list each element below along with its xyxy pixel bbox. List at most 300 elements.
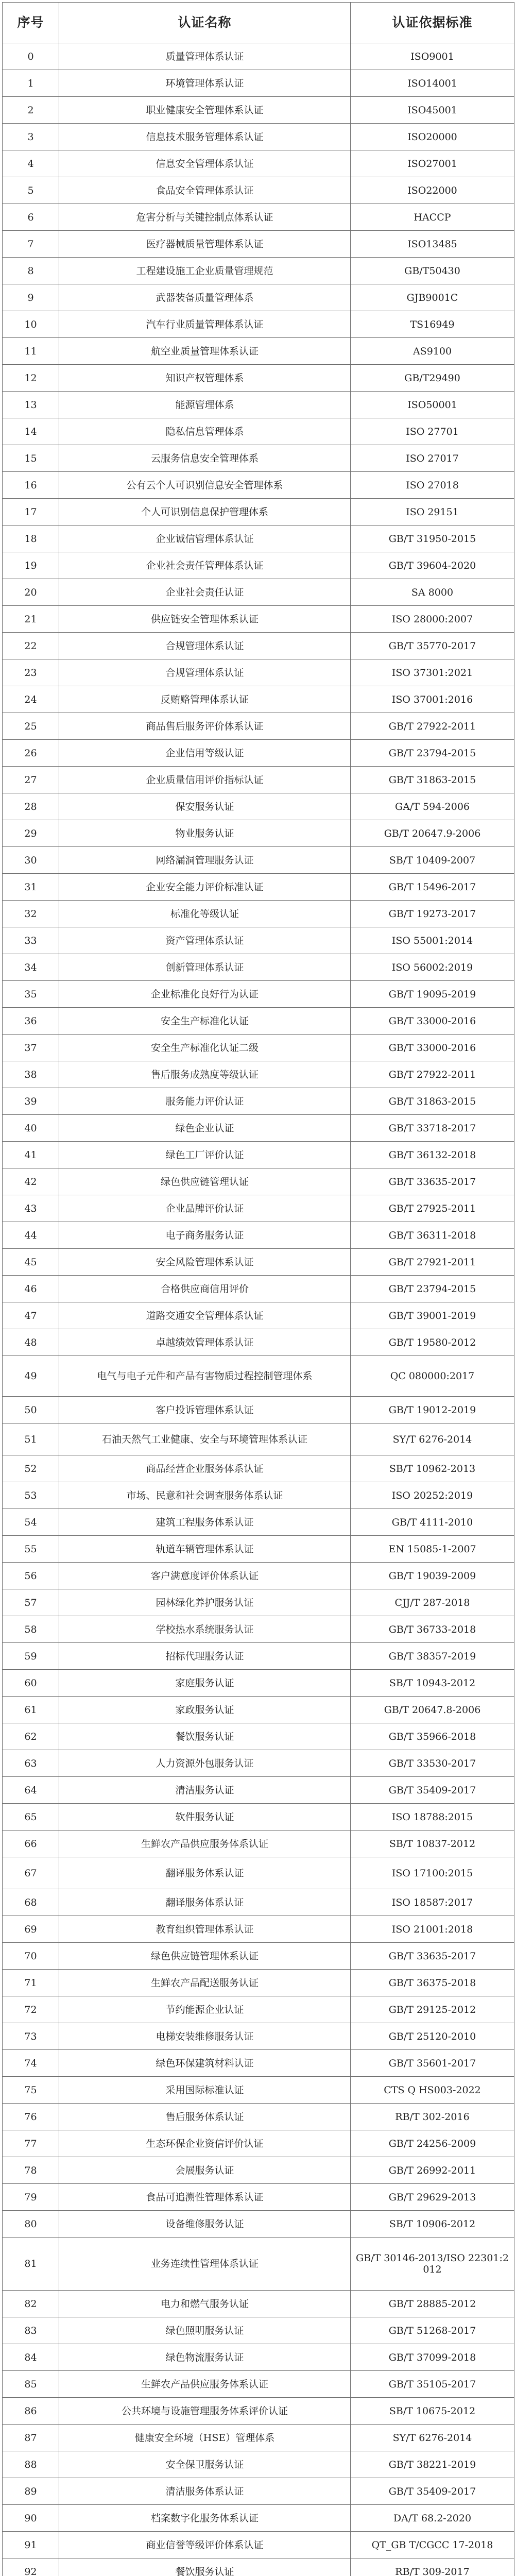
row-cert-name: 创新管理体系认证 bbox=[59, 954, 351, 981]
row-standard: GB/T29490 bbox=[351, 365, 514, 392]
row-cert-name: 电子商务服务认证 bbox=[59, 1222, 351, 1249]
row-cert-name: 食品安全管理体系认证 bbox=[59, 177, 351, 204]
row-index: 5 bbox=[3, 177, 59, 204]
row-standard: ISO 27018 bbox=[351, 472, 514, 499]
row-index: 0 bbox=[3, 43, 59, 70]
table-row bbox=[3, 1670, 514, 1697]
row-index: 78 bbox=[3, 2157, 59, 2184]
row-cert-name: 客户投诉管理体系认证 bbox=[59, 1397, 351, 1423]
table-row bbox=[3, 1589, 514, 1616]
row-index: 63 bbox=[3, 1750, 59, 1777]
row-index: 24 bbox=[3, 686, 59, 713]
row-index: 1 bbox=[3, 70, 59, 97]
row-standard: SB/T 10943-2012 bbox=[351, 1670, 514, 1697]
table-row bbox=[3, 1142, 514, 1168]
row-cert-name: 企业品牌评价认证 bbox=[59, 1195, 351, 1222]
row-standard: GB/T 4111-2010 bbox=[351, 1509, 514, 1536]
row-cert-name: 人力资源外包服务认证 bbox=[59, 1750, 351, 1777]
table-row bbox=[3, 740, 514, 767]
row-cert-name: 工程建设施工企业质量管理规范 bbox=[59, 258, 351, 284]
row-standard: RB/T 302-2016 bbox=[351, 2104, 514, 2130]
row-standard: GB/T 29629-2013 bbox=[351, 2184, 514, 2211]
row-index: 89 bbox=[3, 2478, 59, 2505]
table-row bbox=[3, 1723, 514, 1750]
table-row bbox=[3, 204, 514, 231]
row-standard: GB/T 35601-2017 bbox=[351, 2050, 514, 2077]
table-row bbox=[3, 820, 514, 847]
row-cert-name: 餐饮服务认证 bbox=[59, 1723, 351, 1750]
row-index: 16 bbox=[3, 472, 59, 499]
header-standard: 认证依据标准 bbox=[351, 3, 514, 43]
row-cert-name: 学校热水系统服务认证 bbox=[59, 1616, 351, 1643]
table-row bbox=[3, 1996, 514, 2023]
table-row bbox=[3, 901, 514, 927]
row-index: 18 bbox=[3, 526, 59, 552]
row-standard: ISO50001 bbox=[351, 392, 514, 418]
table-row bbox=[3, 1509, 514, 1536]
row-standard: GB/T 36375-2018 bbox=[351, 1970, 514, 1996]
row-standard: GB/T 39001-2019 bbox=[351, 1302, 514, 1329]
row-cert-name: 采用国际标准认证 bbox=[59, 2077, 351, 2104]
table-row bbox=[3, 2211, 514, 2238]
row-standard: ISO 20252:2019 bbox=[351, 1482, 514, 1509]
row-index: 4 bbox=[3, 150, 59, 177]
row-cert-name: 企业社会责任管理体系认证 bbox=[59, 552, 351, 579]
row-index: 58 bbox=[3, 1616, 59, 1643]
row-standard: GB/T 38221-2019 bbox=[351, 2451, 514, 2478]
row-index: 87 bbox=[3, 2425, 59, 2451]
row-index: 44 bbox=[3, 1222, 59, 1249]
row-cert-name: 家庭服务认证 bbox=[59, 1670, 351, 1697]
table-row bbox=[3, 1697, 514, 1723]
row-standard: GB/T 15496-2017 bbox=[351, 874, 514, 901]
row-standard: GB/T 33718-2017 bbox=[351, 1115, 514, 1142]
row-cert-name: 企业质量信用评价指标认证 bbox=[59, 767, 351, 793]
table-row bbox=[3, 2023, 514, 2050]
row-index: 43 bbox=[3, 1195, 59, 1222]
row-cert-name: 公有云个人可识别信息安全管理体系 bbox=[59, 472, 351, 499]
table-row bbox=[3, 767, 514, 793]
row-standard: RB/T 309-2017 bbox=[351, 2558, 514, 2576]
row-standard: QT_GB T/CGCC 17-2018 bbox=[351, 2532, 514, 2558]
row-index: 67 bbox=[3, 1857, 59, 1889]
row-cert-name: 企业社会责任认证 bbox=[59, 579, 351, 606]
row-standard: GB/T 27922-2011 bbox=[351, 713, 514, 740]
row-cert-name: 生鲜农产品供应服务体系认证 bbox=[59, 1831, 351, 1857]
row-standard: GB/T 27922-2011 bbox=[351, 1061, 514, 1088]
table-row bbox=[3, 1397, 514, 1423]
row-cert-name: 健康安全环境（HSE）管理体系 bbox=[59, 2425, 351, 2451]
row-cert-name: 绿色供应链管理体系认证 bbox=[59, 1943, 351, 1970]
table-row bbox=[3, 606, 514, 633]
row-index: 61 bbox=[3, 1697, 59, 1723]
row-cert-name: 生态环保企业资信评价认证 bbox=[59, 2130, 351, 2157]
row-standard: ISO13485 bbox=[351, 231, 514, 258]
table-row bbox=[3, 686, 514, 713]
table-row bbox=[3, 1563, 514, 1589]
row-standard: GB/T 31863-2015 bbox=[351, 1088, 514, 1115]
table-row bbox=[3, 2558, 514, 2576]
row-standard: GB/T 36733-2018 bbox=[351, 1616, 514, 1643]
table-row bbox=[3, 1857, 514, 1889]
table-row bbox=[3, 365, 514, 392]
table-row bbox=[3, 579, 514, 606]
row-index: 84 bbox=[3, 2344, 59, 2371]
table-row bbox=[3, 793, 514, 820]
table-row bbox=[3, 2371, 514, 2398]
table-row bbox=[3, 284, 514, 311]
row-standard: SB/T 10409-2007 bbox=[351, 847, 514, 874]
row-standard: ISO20000 bbox=[351, 124, 514, 150]
row-standard: DA/T 68.2-2020 bbox=[351, 2505, 514, 2532]
row-standard: GB/T 33000-2016 bbox=[351, 1008, 514, 1035]
row-index: 92 bbox=[3, 2558, 59, 2576]
row-index: 10 bbox=[3, 311, 59, 338]
row-standard: GB/T 19012-2019 bbox=[351, 1397, 514, 1423]
row-index: 76 bbox=[3, 2104, 59, 2130]
row-index: 57 bbox=[3, 1589, 59, 1616]
table-row bbox=[3, 1115, 514, 1142]
row-standard: GJB9001C bbox=[351, 284, 514, 311]
row-cert-name: 企业标准化良好行为认证 bbox=[59, 981, 351, 1008]
row-standard: HACCP bbox=[351, 204, 514, 231]
row-standard: GB/T 27925-2011 bbox=[351, 1195, 514, 1222]
row-cert-name: 绿色物流服务认证 bbox=[59, 2344, 351, 2371]
row-cert-name: 道路交通安全管理体系认证 bbox=[59, 1302, 351, 1329]
row-index: 46 bbox=[3, 1276, 59, 1302]
table-row bbox=[3, 1249, 514, 1276]
row-index: 31 bbox=[3, 874, 59, 901]
row-index: 83 bbox=[3, 2317, 59, 2344]
table-row bbox=[3, 2532, 514, 2558]
row-index: 74 bbox=[3, 2050, 59, 2077]
row-index: 62 bbox=[3, 1723, 59, 1750]
row-index: 37 bbox=[3, 1035, 59, 1061]
row-index: 49 bbox=[3, 1356, 59, 1397]
row-index: 56 bbox=[3, 1563, 59, 1589]
row-standard: GB/T 19273-2017 bbox=[351, 901, 514, 927]
row-cert-name: 售后服务成熟度等级认证 bbox=[59, 1061, 351, 1088]
table-row bbox=[3, 1195, 514, 1222]
row-index: 48 bbox=[3, 1329, 59, 1356]
row-cert-name: 售后服务体系认证 bbox=[59, 2104, 351, 2130]
row-cert-name: 生鲜农产品供应服务体系认证 bbox=[59, 2371, 351, 2398]
row-index: 13 bbox=[3, 392, 59, 418]
row-cert-name: 安全生产标准化认证二级 bbox=[59, 1035, 351, 1061]
row-standard: GB/T 33000-2016 bbox=[351, 1035, 514, 1061]
table-row bbox=[3, 1356, 514, 1397]
row-cert-name: 物业服务认证 bbox=[59, 820, 351, 847]
row-cert-name: 供应链安全管理体系认证 bbox=[59, 606, 351, 633]
row-index: 64 bbox=[3, 1777, 59, 1804]
table-row bbox=[3, 311, 514, 338]
table-row bbox=[3, 1035, 514, 1061]
row-standard: GB/T 38357-2019 bbox=[351, 1643, 514, 1670]
row-cert-name: 航空业质量管理体系认证 bbox=[59, 338, 351, 365]
table-row bbox=[3, 1750, 514, 1777]
row-standard: ISO 37001:2016 bbox=[351, 686, 514, 713]
row-standard: GB/T 33530-2017 bbox=[351, 1750, 514, 1777]
row-index: 33 bbox=[3, 927, 59, 954]
table-row bbox=[3, 526, 514, 552]
row-standard: GB/T 26992-2011 bbox=[351, 2157, 514, 2184]
row-index: 59 bbox=[3, 1643, 59, 1670]
table-row bbox=[3, 1970, 514, 1996]
table-row bbox=[3, 43, 514, 70]
row-index: 86 bbox=[3, 2398, 59, 2425]
row-index: 69 bbox=[3, 1916, 59, 1943]
row-standard: GB/T 19580-2012 bbox=[351, 1329, 514, 1356]
row-standard: GB/T 35409-2017 bbox=[351, 2478, 514, 2505]
row-cert-name: 标准化等级认证 bbox=[59, 901, 351, 927]
row-cert-name: 商业信誉等级评价体系认证 bbox=[59, 2532, 351, 2558]
header-cert-name: 认证名称 bbox=[59, 3, 351, 43]
row-standard: ISO 29151 bbox=[351, 499, 514, 526]
row-index: 8 bbox=[3, 258, 59, 284]
table-row bbox=[3, 2478, 514, 2505]
row-standard: ISO 18788:2015 bbox=[351, 1804, 514, 1831]
table-row bbox=[3, 1423, 514, 1455]
row-standard: SA 8000 bbox=[351, 579, 514, 606]
row-cert-name: 绿色照明服务认证 bbox=[59, 2317, 351, 2344]
table-row bbox=[3, 1222, 514, 1249]
row-standard: QC 080000:2017 bbox=[351, 1356, 514, 1397]
row-index: 72 bbox=[3, 1996, 59, 2023]
row-cert-name: 反贿赂管理体系认证 bbox=[59, 686, 351, 713]
row-cert-name: 市场、民意和社会调查服务体系认证 bbox=[59, 1482, 351, 1509]
row-cert-name: 环境管理体系认证 bbox=[59, 70, 351, 97]
table-row bbox=[3, 981, 514, 1008]
row-index: 55 bbox=[3, 1536, 59, 1563]
table-row bbox=[3, 2451, 514, 2478]
row-standard: GB/T 37099-2018 bbox=[351, 2344, 514, 2371]
row-index: 21 bbox=[3, 606, 59, 633]
row-standard: SY/T 6276-2014 bbox=[351, 1423, 514, 1455]
row-index: 81 bbox=[3, 2238, 59, 2291]
row-standard: SB/T 10962-2013 bbox=[351, 1455, 514, 1482]
table-row bbox=[3, 258, 514, 284]
row-cert-name: 生鲜农产品配送服务认证 bbox=[59, 1970, 351, 1996]
row-cert-name: 企业安全能力评价标准认证 bbox=[59, 874, 351, 901]
row-cert-name: 会展服务认证 bbox=[59, 2157, 351, 2184]
row-standard: GB/T 33635-2017 bbox=[351, 1168, 514, 1195]
row-index: 65 bbox=[3, 1804, 59, 1831]
table-row bbox=[3, 1889, 514, 1916]
row-cert-name: 汽车行业质量管理体系认证 bbox=[59, 311, 351, 338]
row-standard: GB/T 33635-2017 bbox=[351, 1943, 514, 1970]
table-row bbox=[3, 499, 514, 526]
table-row bbox=[3, 2291, 514, 2317]
row-standard: ISO 56002:2019 bbox=[351, 954, 514, 981]
row-index: 53 bbox=[3, 1482, 59, 1509]
row-standard: ISO45001 bbox=[351, 97, 514, 124]
row-standard: GB/T 36311-2018 bbox=[351, 1222, 514, 1249]
table-row bbox=[3, 124, 514, 150]
table-row bbox=[3, 954, 514, 981]
table-row bbox=[3, 1831, 514, 1857]
row-standard: SB/T 10906-2012 bbox=[351, 2211, 514, 2238]
row-index: 38 bbox=[3, 1061, 59, 1088]
row-standard: SB/T 10675-2012 bbox=[351, 2398, 514, 2425]
row-cert-name: 家政服务认证 bbox=[59, 1697, 351, 1723]
certification-table bbox=[2, 2, 514, 2576]
row-index: 27 bbox=[3, 767, 59, 793]
table-row bbox=[3, 874, 514, 901]
table-row bbox=[3, 1088, 514, 1115]
row-index: 71 bbox=[3, 1970, 59, 1996]
row-standard: GB/T 23794-2015 bbox=[351, 1276, 514, 1302]
row-cert-name: 建筑工程服务体系认证 bbox=[59, 1509, 351, 1536]
row-standard: ISO 28000:2007 bbox=[351, 606, 514, 633]
header-index: 序号 bbox=[3, 3, 59, 43]
row-index: 15 bbox=[3, 445, 59, 472]
row-index: 17 bbox=[3, 499, 59, 526]
row-standard: GB/T 19039-2009 bbox=[351, 1563, 514, 1589]
row-index: 50 bbox=[3, 1397, 59, 1423]
row-cert-name: 绿色工厂评价认证 bbox=[59, 1142, 351, 1168]
row-index: 80 bbox=[3, 2211, 59, 2238]
row-cert-name: 保安服务认证 bbox=[59, 793, 351, 820]
row-index: 42 bbox=[3, 1168, 59, 1195]
row-standard: GB/T 35770-2017 bbox=[351, 633, 514, 659]
row-index: 36 bbox=[3, 1008, 59, 1035]
row-standard: GB/T 20647.8-2006 bbox=[351, 1697, 514, 1723]
table-row bbox=[3, 1008, 514, 1035]
row-cert-name: 信息技术服务管理体系认证 bbox=[59, 124, 351, 150]
row-cert-name: 节约能源企业认证 bbox=[59, 1996, 351, 2023]
row-index: 73 bbox=[3, 2023, 59, 2050]
row-cert-name: 园林绿化养护服务认证 bbox=[59, 1589, 351, 1616]
row-cert-name: 轨道车辆管理体系认证 bbox=[59, 1536, 351, 1563]
row-index: 28 bbox=[3, 793, 59, 820]
row-standard: SB/T 10837-2012 bbox=[351, 1831, 514, 1857]
table-row bbox=[3, 1943, 514, 1970]
table-row bbox=[3, 1777, 514, 1804]
row-cert-name: 清洁服务体系认证 bbox=[59, 2478, 351, 2505]
row-standard: GB/T 30146-2013/ISO 22301:2012 bbox=[351, 2238, 514, 2291]
row-cert-name: 教育组织管理体系认证 bbox=[59, 1916, 351, 1943]
row-standard: ISO 37301:2021 bbox=[351, 659, 514, 686]
table-row bbox=[3, 2104, 514, 2130]
row-cert-name: 公共环境与设施管理服务体系评价认证 bbox=[59, 2398, 351, 2425]
row-standard: ISO 27017 bbox=[351, 445, 514, 472]
row-index: 26 bbox=[3, 740, 59, 767]
row-index: 77 bbox=[3, 2130, 59, 2157]
row-cert-name: 合规管理体系认证 bbox=[59, 633, 351, 659]
row-cert-name: 安全风险管理体系认证 bbox=[59, 1249, 351, 1276]
row-index: 40 bbox=[3, 1115, 59, 1142]
row-standard: GB/T 31863-2015 bbox=[351, 767, 514, 793]
table-header-row bbox=[3, 3, 514, 43]
row-cert-name: 安全保卫服务认证 bbox=[59, 2451, 351, 2478]
table-row bbox=[3, 392, 514, 418]
table-row bbox=[3, 445, 514, 472]
row-cert-name: 餐饮服务认证 bbox=[59, 2558, 351, 2576]
row-index: 25 bbox=[3, 713, 59, 740]
row-cert-name: 隐私信息管理体系 bbox=[59, 418, 351, 445]
table-row bbox=[3, 659, 514, 686]
row-standard: ISO 55001:2014 bbox=[351, 927, 514, 954]
row-standard: GB/T 20647.9-2006 bbox=[351, 820, 514, 847]
table-row bbox=[3, 1329, 514, 1356]
row-cert-name: 绿色环保建筑材料认证 bbox=[59, 2050, 351, 2077]
row-cert-name: 电力和燃气服务认证 bbox=[59, 2291, 351, 2317]
row-index: 29 bbox=[3, 820, 59, 847]
row-standard: ISO 17100:2015 bbox=[351, 1857, 514, 1889]
row-cert-name: 招标代理服务认证 bbox=[59, 1643, 351, 1670]
table-row bbox=[3, 150, 514, 177]
row-index: 66 bbox=[3, 1831, 59, 1857]
table-row bbox=[3, 1536, 514, 1563]
row-cert-name: 清洁服务认证 bbox=[59, 1777, 351, 1804]
row-standard: GB/T 31950-2015 bbox=[351, 526, 514, 552]
table-row bbox=[3, 2238, 514, 2291]
row-index: 2 bbox=[3, 97, 59, 124]
table-row bbox=[3, 2425, 514, 2451]
row-index: 41 bbox=[3, 1142, 59, 1168]
table-row bbox=[3, 1643, 514, 1670]
row-index: 90 bbox=[3, 2505, 59, 2532]
table-row bbox=[3, 1276, 514, 1302]
row-cert-name: 电气与电子元件和产品有害物质过程控制管理体系 bbox=[59, 1356, 351, 1397]
row-cert-name: 网络漏洞管理服务认证 bbox=[59, 847, 351, 874]
table-row bbox=[3, 338, 514, 365]
row-cert-name: 能源管理体系 bbox=[59, 392, 351, 418]
row-cert-name: 职业健康安全管理体系认证 bbox=[59, 97, 351, 124]
table-row bbox=[3, 2344, 514, 2371]
row-standard: CTS Q HS003-2022 bbox=[351, 2077, 514, 2104]
row-standard: GB/T 27921-2011 bbox=[351, 1249, 514, 1276]
row-index: 82 bbox=[3, 2291, 59, 2317]
table-row bbox=[3, 1482, 514, 1509]
row-index: 70 bbox=[3, 1943, 59, 1970]
row-standard: ISO 27701 bbox=[351, 418, 514, 445]
row-index: 51 bbox=[3, 1423, 59, 1455]
row-index: 39 bbox=[3, 1088, 59, 1115]
row-index: 19 bbox=[3, 552, 59, 579]
row-index: 9 bbox=[3, 284, 59, 311]
row-standard: GB/T 51268-2017 bbox=[351, 2317, 514, 2344]
row-standard: GB/T 28885-2012 bbox=[351, 2291, 514, 2317]
row-index: 47 bbox=[3, 1302, 59, 1329]
row-cert-name: 翻译服务体系认证 bbox=[59, 1889, 351, 1916]
row-standard: GB/T 24256-2009 bbox=[351, 2130, 514, 2157]
row-standard: ISO9001 bbox=[351, 43, 514, 70]
row-cert-name: 云服务信息安全管理体系 bbox=[59, 445, 351, 472]
table-body bbox=[3, 43, 514, 2576]
row-cert-name: 医疗器械质量管理体系认证 bbox=[59, 231, 351, 258]
table-row bbox=[3, 2130, 514, 2157]
row-index: 22 bbox=[3, 633, 59, 659]
row-index: 34 bbox=[3, 954, 59, 981]
table-row bbox=[3, 70, 514, 97]
table-row bbox=[3, 1302, 514, 1329]
row-cert-name: 资产管理体系认证 bbox=[59, 927, 351, 954]
row-standard: GB/T 25120-2010 bbox=[351, 2023, 514, 2050]
row-standard: GB/T50430 bbox=[351, 258, 514, 284]
row-index: 32 bbox=[3, 901, 59, 927]
row-index: 45 bbox=[3, 1249, 59, 1276]
row-standard: GA/T 594-2006 bbox=[351, 793, 514, 820]
row-index: 14 bbox=[3, 418, 59, 445]
row-cert-name: 企业诚信管理体系认证 bbox=[59, 526, 351, 552]
row-standard: GB/T 39604-2020 bbox=[351, 552, 514, 579]
row-standard: ISO22000 bbox=[351, 177, 514, 204]
row-cert-name: 商品售后服务评价体系认证 bbox=[59, 713, 351, 740]
row-cert-name: 合格供应商信用评价 bbox=[59, 1276, 351, 1302]
row-standard: EN 15085-1-2007 bbox=[351, 1536, 514, 1563]
row-standard: CJJ/T 287-2018 bbox=[351, 1589, 514, 1616]
